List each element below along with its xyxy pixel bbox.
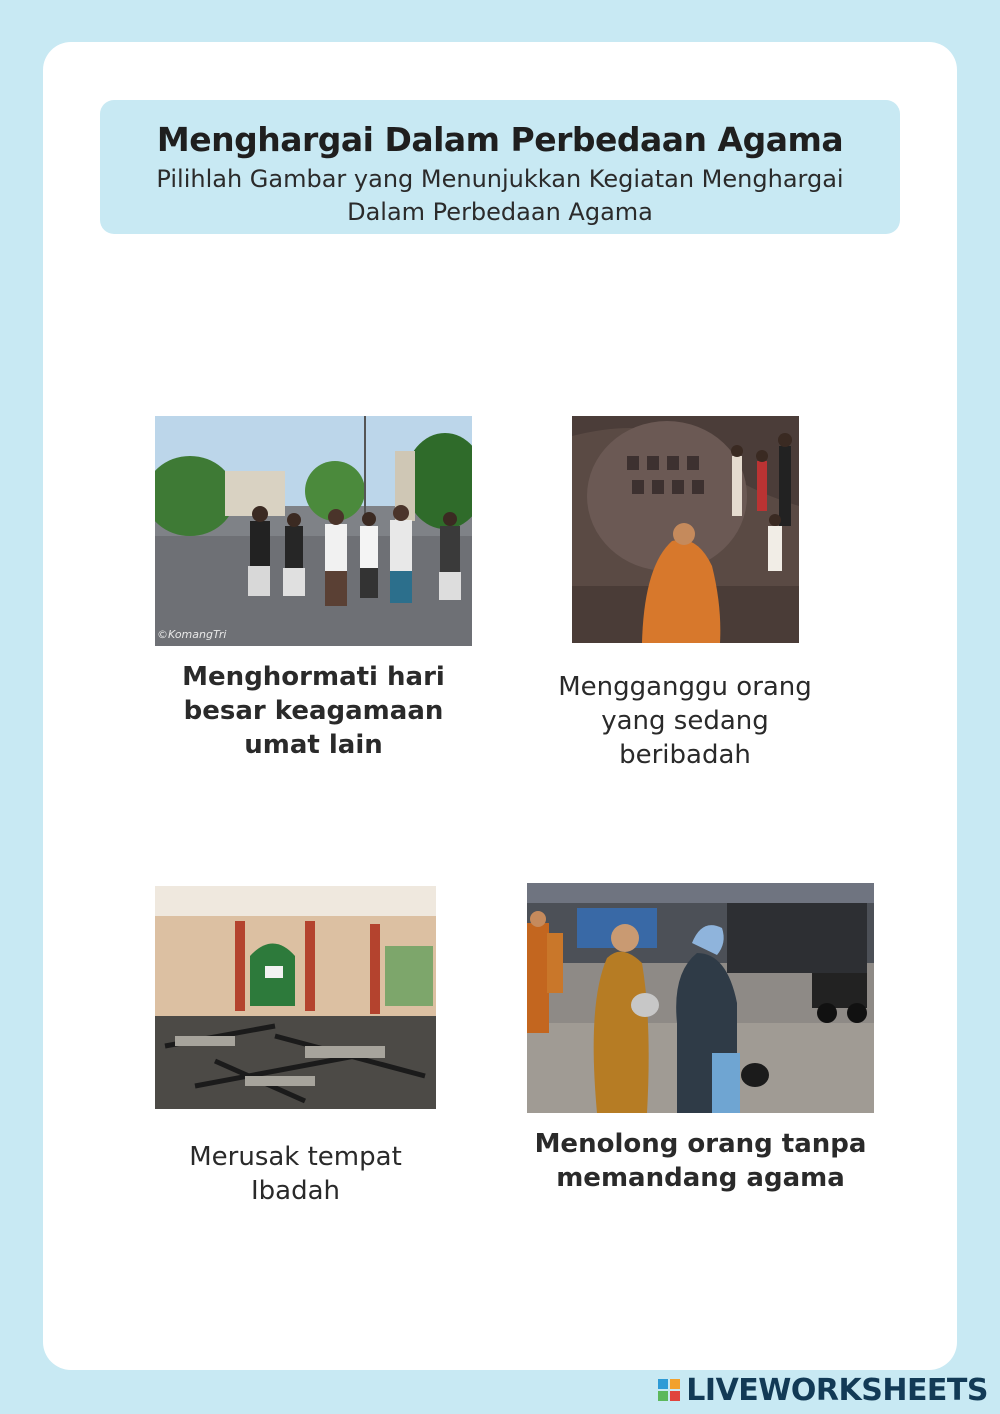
caption-card-4: Menolong orang tanpa memandang agama <box>534 1129 867 1193</box>
photo-credit: ©KomangTri <box>157 628 227 641</box>
caption-card-2: Mengganggu orang yang sedang beribadah <box>558 672 812 770</box>
caption-card-1: Menghormati hari besar keagamaan umat lain <box>182 662 445 760</box>
street-handshake-photo[interactable] <box>155 416 472 646</box>
caption-card-3: Merusak tempat Ibadah <box>189 1142 402 1206</box>
page-instruction: Pilihlah Gambar yang Menunjukkan Kegiatan Menghargai Dalam Perbedaan Agama <box>156 165 844 226</box>
damaged-mosque-photo[interactable] <box>155 886 436 1109</box>
liveworksheets-logo[interactable] <box>658 1372 988 1408</box>
header-banner <box>100 100 900 234</box>
monk-praying-temple-photo[interactable] <box>572 416 799 643</box>
brand-name: LIVEWORKSHEETS <box>686 1372 988 1408</box>
page-title: Menghargai Dalam Perbedaan Agama <box>156 120 844 159</box>
monk-receiving-help-photo[interactable] <box>527 883 874 1113</box>
logo-grid-icon <box>658 1379 680 1401</box>
